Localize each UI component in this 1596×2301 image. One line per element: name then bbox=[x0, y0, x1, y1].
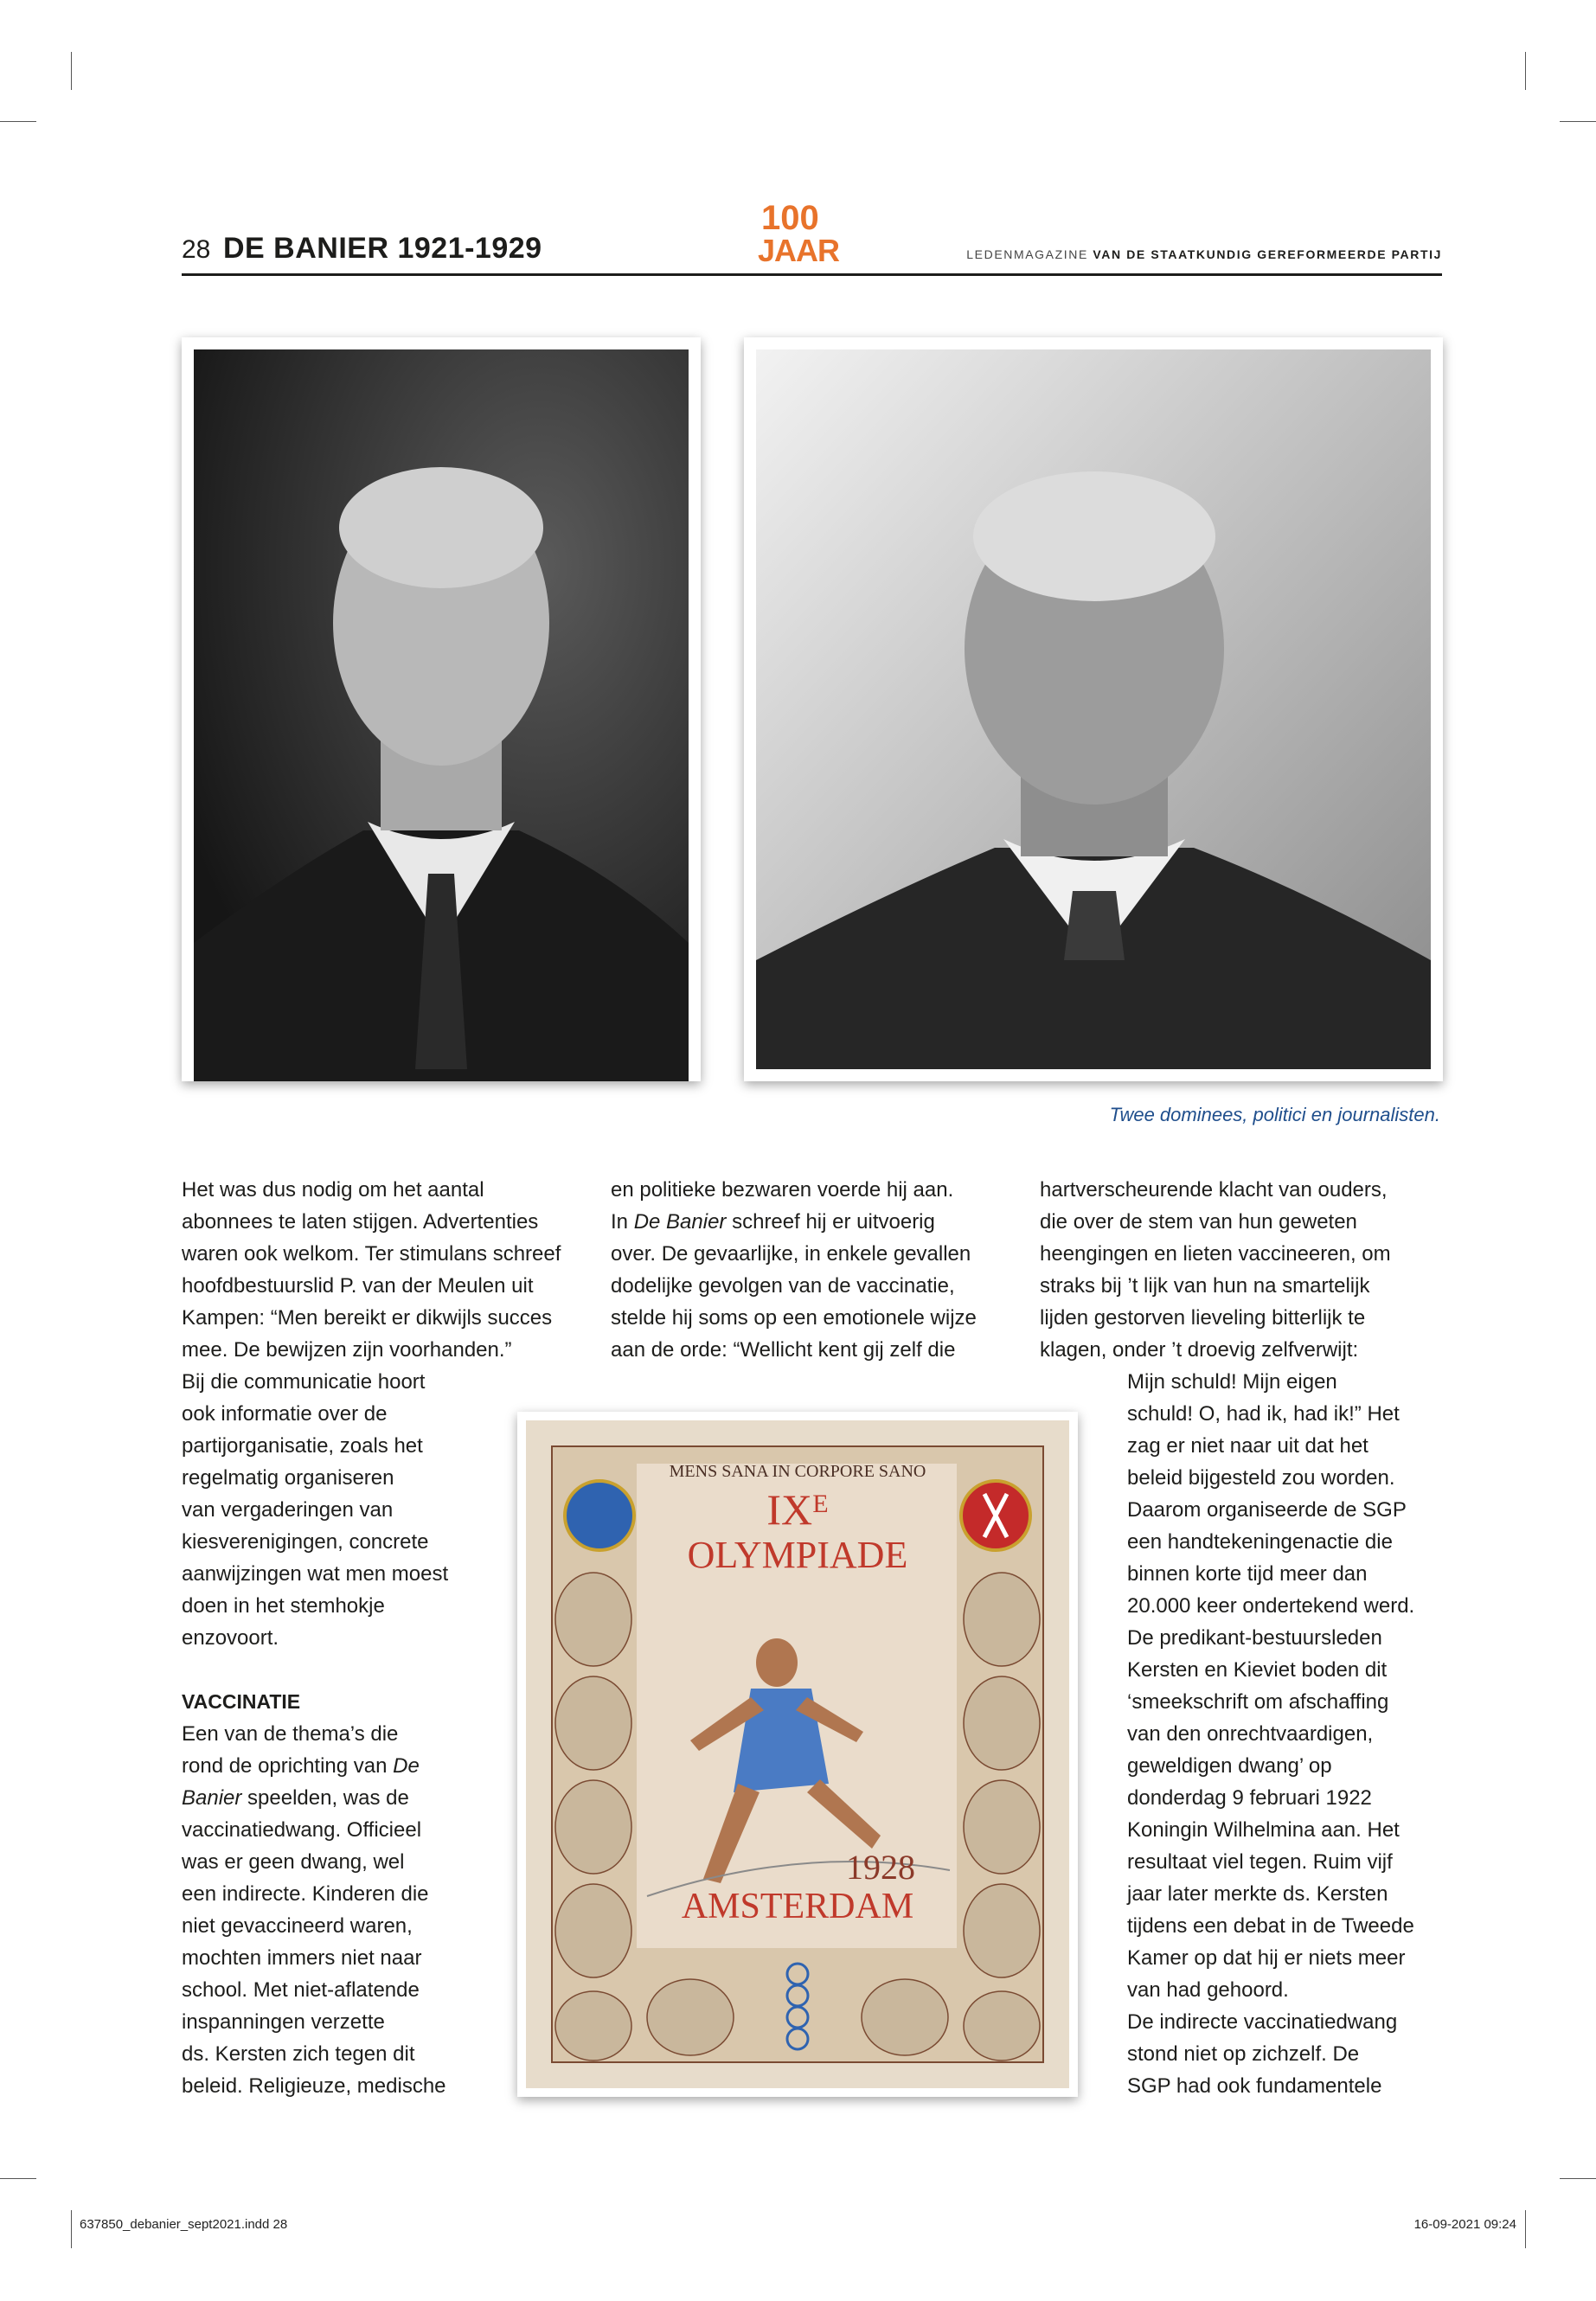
text-line: aan de orde: “Wellicht kent gij zelf die bbox=[611, 1338, 956, 1362]
text-line: beleid bijgesteld zou worden. bbox=[1127, 1466, 1395, 1490]
text-line: geweldigen dwang’ op bbox=[1127, 1754, 1332, 1778]
text-line: en politieke bezwaren voerde hij aan. bbox=[611, 1178, 954, 1202]
page-number: 28 bbox=[182, 235, 211, 264]
portrait-photo-left bbox=[182, 337, 701, 1081]
text-line: mee. De bewijzen zijn voorhanden.” bbox=[182, 1338, 512, 1362]
paragraph-gap bbox=[182, 1654, 588, 1686]
crop-mark bbox=[1525, 2210, 1526, 2248]
text-line: vaccinatiedwang. Officieel bbox=[182, 1818, 422, 1842]
file-slug: 637850_debanier_sept2021.indd 28 bbox=[80, 2217, 288, 2232]
text-line: SGP had ook fundamentele bbox=[1127, 2074, 1382, 2098]
text-line: 20.000 keer ondertekend werd. bbox=[1127, 1594, 1415, 1618]
text-line: ds. Kersten zich tegen dit bbox=[182, 2042, 415, 2066]
portrait-image bbox=[182, 337, 701, 1081]
crop-mark bbox=[0, 2178, 36, 2179]
text-line: Het was dus nodig om het aantal bbox=[182, 1178, 484, 1202]
poster-city: AMSTERDAM bbox=[681, 1887, 914, 1926]
text-line: De indirecte vaccinatiedwang bbox=[1127, 2010, 1398, 2034]
text-line: was er geen dwang, wel bbox=[182, 1850, 405, 1874]
subtitle-light: LEDENMAGAZINE bbox=[966, 247, 1088, 261]
text-line: partijorganisatie, zoals het bbox=[182, 1434, 423, 1458]
text-line: zag er niet naar uit dat het bbox=[1127, 1434, 1368, 1458]
poster-motto: MENS SANA IN CORPORE SANO bbox=[669, 1462, 926, 1481]
poster-year: 1928 bbox=[846, 1848, 915, 1887]
crop-mark bbox=[0, 121, 36, 122]
text-line: Een van de thema’s die bbox=[182, 1722, 399, 1746]
publication-title: De bbox=[393, 1754, 420, 1778]
text-line: abonnees te laten stijgen. Advertenties bbox=[182, 1210, 539, 1234]
poster-title: OLYMPIADE bbox=[687, 1534, 908, 1576]
text-line: straks bij ’t lijk van hun na smartelijk bbox=[1040, 1274, 1370, 1298]
text-line: hoofdbestuurslid P. van der Meulen uit bbox=[182, 1274, 534, 1298]
text-line: klagen, onder ’t droevig zelfverwijt: bbox=[1040, 1338, 1359, 1362]
text-line: ‘smeekschrift om afschaffing bbox=[1127, 1690, 1389, 1714]
text-fragment: schreef hij er uitvoerig bbox=[726, 1210, 935, 1234]
text-line: Kersten en Kieviet boden dit bbox=[1127, 1658, 1388, 1682]
text-line: heengingen en lieten vaccineeren, om bbox=[1040, 1242, 1391, 1266]
text-line: stelde hij soms op een emotionele wijze bbox=[611, 1306, 977, 1330]
text-line: die over de stem van hun geweten bbox=[1040, 1210, 1357, 1234]
section-title: DE BANIER 1921-1929 bbox=[223, 232, 542, 265]
text-line: van den onrechtvaardigen, bbox=[1127, 1722, 1374, 1746]
text-line bbox=[182, 1782, 588, 1814]
text-line: regelmatig organiseren bbox=[182, 1466, 394, 1490]
text-line: enzovoort. bbox=[182, 1626, 279, 1650]
text-line: donderdag 9 februari 1922 bbox=[1127, 1786, 1372, 1810]
text-line: kiesverenigingen, concrete bbox=[182, 1530, 429, 1554]
poster-image bbox=[517, 1412, 1078, 2097]
magazine-subtitle bbox=[966, 247, 1442, 261]
text-fragment: rond de oprichting van bbox=[182, 1754, 394, 1778]
text-line: Kamer op dat hij er niets meer bbox=[1127, 1946, 1406, 1970]
text-line bbox=[182, 1750, 588, 1782]
text-line: doen in het stemhokje bbox=[182, 1594, 385, 1618]
text-line: Kampen: “Men bereikt er dikwijls succes bbox=[182, 1306, 553, 1330]
text-line: een handtekeningenactie die bbox=[1127, 1530, 1393, 1554]
text-line: Koningin Wilhelmina aan. Het bbox=[1127, 1818, 1400, 1842]
text-line: mochten immers niet naar bbox=[182, 1946, 422, 1970]
crop-mark bbox=[71, 52, 72, 90]
text-line: Daarom organiseerde de SGP bbox=[1127, 1498, 1407, 1522]
anniversary-logo bbox=[758, 201, 844, 270]
text-fragment: speelden, was de bbox=[241, 1786, 409, 1810]
text-line: De predikant-bestuursleden bbox=[1127, 1626, 1382, 1650]
text-line: aanwijzingen wat men moest bbox=[182, 1562, 449, 1586]
logo-word: JAAR bbox=[758, 233, 840, 268]
text-line: resultaat viel tegen. Ruim vijf bbox=[1127, 1850, 1393, 1874]
text-line: tijdens een debat in de Tweede bbox=[1127, 1914, 1414, 1938]
text-line: hartverscheurende klacht van ouders, bbox=[1040, 1178, 1388, 1202]
text-line: lijden gestorven lieveling bitterlijk te bbox=[1040, 1306, 1366, 1330]
text-line: ook informatie over de bbox=[182, 1402, 388, 1426]
photo-caption: Twee dominees, politici en journalisten. bbox=[1109, 1104, 1440, 1125]
text-column-2 bbox=[611, 1174, 1017, 1366]
header-rule bbox=[182, 273, 1442, 276]
text-line: Bij die communicatie hoort bbox=[182, 1370, 426, 1394]
text-line: niet gevaccineerd waren, bbox=[182, 1914, 413, 1938]
text-line: schuld! O, had ik, had ik!” Het bbox=[1127, 1402, 1400, 1426]
text-fragment: In bbox=[611, 1210, 634, 1234]
portrait-photo-right bbox=[744, 337, 1443, 1081]
text-line: Mijn schuld! Mijn eigen bbox=[1127, 1370, 1337, 1394]
text-line: dodelijke gevolgen van de vaccinatie, bbox=[611, 1274, 955, 1298]
publication-title: De Banier bbox=[633, 1210, 727, 1234]
text-column-1 bbox=[182, 1174, 588, 2102]
text-line: beleid. Religieuze, medische bbox=[182, 2074, 446, 2098]
text-line bbox=[611, 1206, 1017, 1238]
text-line: van had gehoord. bbox=[1127, 1978, 1289, 2002]
text-line: school. Met niet-aflatende bbox=[182, 1978, 420, 2002]
text-line: een indirecte. Kinderen die bbox=[182, 1882, 429, 1906]
subtitle-bold: VAN DE STAATKUNDIG GEREFORMEERDE PARTIJ bbox=[1093, 247, 1442, 261]
text-line: stond niet op zichzelf. De bbox=[1127, 2042, 1360, 2066]
text-line: van vergaderingen van bbox=[182, 1498, 394, 1522]
text-line: over. De gevaarlijke, in enkele gevallen bbox=[611, 1242, 971, 1266]
text-column-3 bbox=[1040, 1174, 1446, 2102]
logo-number: 100 bbox=[761, 199, 819, 237]
date-slug: 16-09-2021 09:24 bbox=[1413, 2217, 1516, 2232]
crop-mark bbox=[1560, 121, 1596, 122]
crop-mark bbox=[1525, 52, 1526, 90]
indented-block bbox=[1127, 1366, 1446, 2102]
section-heading: VACCINATIE bbox=[182, 1690, 301, 1713]
text-line: waren ook welkom. Ter stimulans schreef bbox=[182, 1242, 561, 1266]
publication-title: Banier bbox=[182, 1786, 242, 1810]
crop-mark bbox=[71, 2210, 72, 2248]
portrait-image bbox=[744, 337, 1443, 1081]
olympiade-poster bbox=[517, 1412, 1078, 2097]
text-line: inspanningen verzette bbox=[182, 2010, 385, 2034]
crop-mark bbox=[1560, 2178, 1596, 2179]
poster-edition: IXᴱ bbox=[766, 1485, 829, 1534]
text-line: binnen korte tijd meer dan bbox=[1127, 1562, 1368, 1586]
text-line: jaar later merkte ds. Kersten bbox=[1127, 1882, 1388, 1906]
